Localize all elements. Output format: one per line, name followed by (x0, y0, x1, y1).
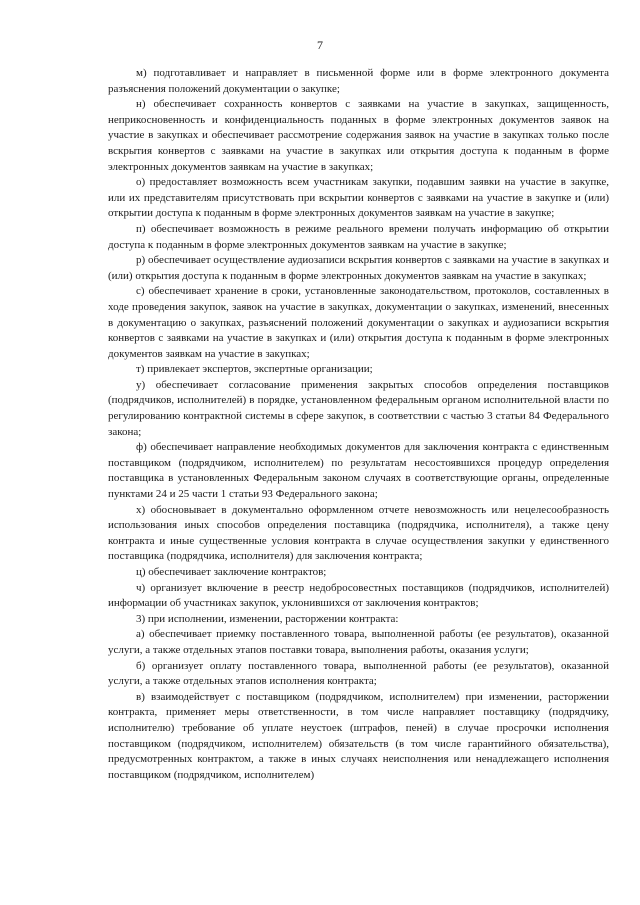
document-body (108, 66, 609, 783)
paragraph-f: ф) обеспечивает направление необходимых документов для заключения контракта с единственным поставщиком (подрядчиком, исполнителем) по результатам несостоявшихся процедур определения поставщика в установленных Федеральным законом случаях в соответствующие органы, определенные пунктами 24 и 25 части 1 статьи 93 Федерального закона; (108, 441, 609, 501)
paragraph-ts: ц) обеспечивает заключение контрактов; (136, 566, 327, 578)
paragraph-a: а) обеспечивает приемку поставленного товара, выполненной работы (ее результатов), оказанной услуги, а также отдельных этапов поставки товара, выполнения работы, оказания услуги; (108, 628, 609, 656)
paragraph-s: с) обеспечивает хранение в сроки, установленные законодательством, протоколов, составленных в ходе проведения закупок, заявок на участие в закупках, документации о закупках, изменений, внесенных в документацию о закупках, разъяснений положений документации о закупках и аудиозаписи вскрытия конвертов с заявками на участие в закупках и (или) открытия доступа к поданным в форме электронных документов заявкам на участие в закупках; (108, 285, 609, 360)
page-number: 7 (317, 38, 323, 52)
section-heading-3: 3) при исполнении, изменении, расторжении контракта: (136, 612, 399, 625)
paragraph-r: р) обеспечивает осуществление аудиозаписи вскрытия конвертов с заявками на участие в закупках и (или) открытия доступа к поданным в форме электронных документов заявкам на участие в закупках; (108, 254, 609, 282)
paragraph-n: н) обеспечивает сохранность конвертов с заявками на участие в закупках, защищенность, неприкосновенность и конфиденциальность поданных в форме электронных документов заявок на участие в закупках и обеспечивает рассмотрение содержания заявок на участие в закупках только после вскрытия конвертов с заявками на участие в закупках или открытия доступа к поданным в форме электронных документов заявкам на участие в закупках; (108, 98, 609, 173)
paragraph-u: у) обеспечивает согласование применения закрытых способов определения поставщиков (подрядчиков, исполнителей) в порядке, установленном федеральным органом исполнительной власти по регулированию контрактной системы в сфере закупок, в соответствии с частью 3 статьи 84 Федерального закона; (108, 378, 609, 438)
paragraph-ch: ч) организует включение в реестр недобросовестных поставщиков (подрядчиков, исполнителей) информации об участниках закупок, уклонившихся от заключения контрактов; (108, 581, 609, 610)
paragraph-b: б) организует оплату поставленного товара, выполненной работы (ее результатов), оказанной услуги, а также отдельных этапов исполнения контракта; (108, 659, 609, 688)
paragraph-o: о) предоставляет возможность всем участникам закупки, подавшим заявки на участие в закупке, или их представителям присутствовать при вскрытии конвертов с заявками на участие в закупке и (или) открытии доступа к поданным в форме электронных документов заявкам на участие в закупке; (108, 176, 609, 220)
paragraph-kh: х) обосновывает в документально оформленном отчете невозможность или нецелесообразность использования иных способов определения поставщика (подрядчика, исполнителя), а также цену контракта и иные существенные условия контракта в случае осуществления закупки у единственного поставщика (подрядчика, исполнителя) для заключения контракта; (108, 503, 609, 563)
paragraph-t: т) привлекает экспертов, экспертные организации; (136, 363, 373, 376)
paragraph-v: в) взаимодействует с поставщиком (подрядчиком, исполнителем) при изменении, расторжении контракта, применяет меры ответственности, в том числе направляет поставщику (подрядчику, исполнителю) требование об уплате неустоек (штрафов, пеней) в случае просрочки исполнения поставщиком (подрядчиком, исполнителем) обязательств (в том числе гарантийного обязательства), предусмотренных контрактом, а также в иных случаях неисполнения или ненадлежащего исполнения поставщиком (подрядчиком, исполнителем) (108, 690, 609, 781)
paragraph-p: п) обеспечивает возможность в режиме реального времени получать информацию об открытии доступа к поданным в форме электронных документов заявкам на участие в закупке; (108, 222, 609, 251)
paragraph-m: м) подготавливает и направляет в письменной форме или в форме электронного документа разъяснения положений документации о закупке; (108, 67, 609, 95)
